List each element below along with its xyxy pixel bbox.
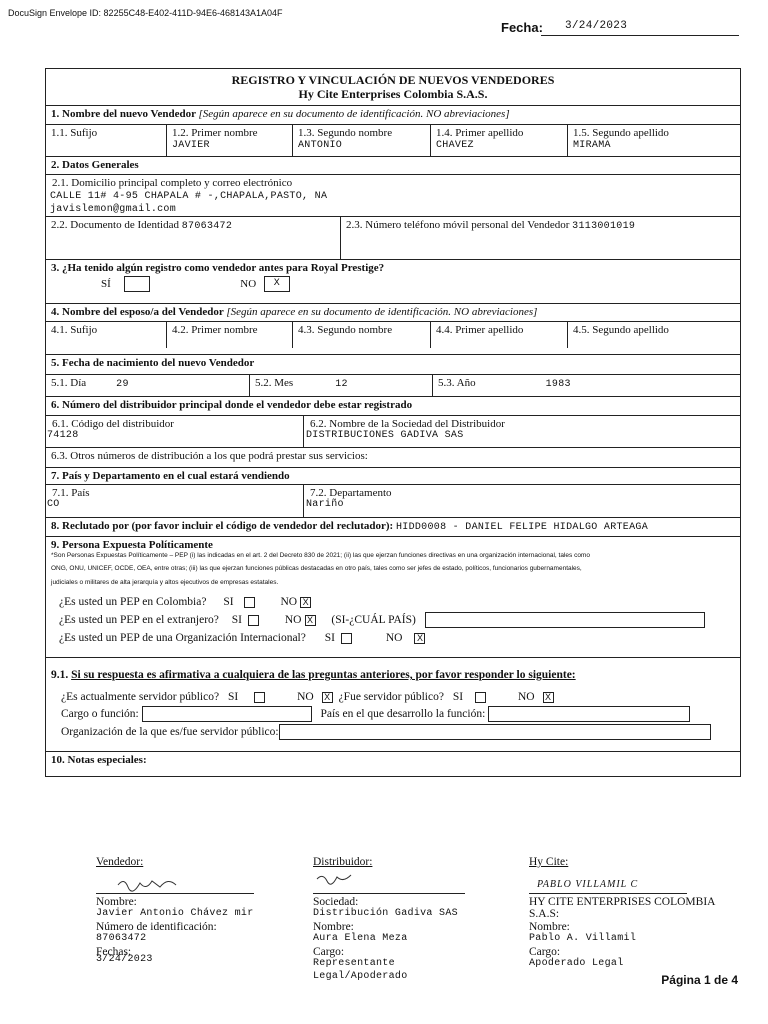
section-10-label[interactable]: 10. Notas especiales:	[51, 754, 147, 766]
no-label: NO	[284, 614, 302, 626]
section-4-label: 4. Nombre del esposo/a del Vendedor	[51, 306, 224, 318]
field-documento[interactable]	[46, 217, 340, 259]
distribuidor-cargo-label: Cargo:	[313, 945, 345, 958]
distribuidor-nombre: Aura Elena Meza	[313, 933, 408, 944]
spouse-primer-nombre[interactable]: 4.2. Primer nombre	[166, 322, 292, 348]
s91-cargo-row	[51, 705, 735, 723]
pep-q3	[51, 630, 735, 646]
hycite-nombre: Pablo A. Villamil	[529, 933, 637, 944]
hycite-title: Hy Cite:	[529, 856, 569, 868]
domicilio-value: CALLE 11# 4-95 CHAPALA # -,CHAPALA,PASTO, NA	[50, 191, 328, 202]
codigo-value: 74128	[47, 430, 79, 441]
s91-q-row	[51, 689, 735, 705]
sociedad-label: 6.2. Nombre de la Sociedad del Distribuidor	[310, 418, 505, 430]
s91-num: 9.1.	[51, 669, 69, 681]
spouse-segundo-apellido[interactable]: 4.5. Segundo apellido	[567, 322, 740, 348]
q3-si-checkbox[interactable]	[341, 633, 352, 644]
field-ano[interactable]	[432, 375, 740, 396]
vendedor-signature[interactable]	[96, 869, 254, 894]
section-9-1	[46, 658, 740, 751]
documento-value: 87063472	[181, 221, 233, 232]
hycite-cargo: Apoderado Legal	[529, 958, 624, 969]
section-8-label: 8. Reclutado por (por favor incluir el código de vendedor del reclutador):	[51, 520, 394, 532]
field-label: 1.1. Sufijo	[51, 127, 98, 139]
hycite-signature[interactable]	[529, 869, 687, 894]
fecha-label: Fecha:	[501, 20, 543, 35]
q-actual-text: ¿Es actualmente servidor público?	[61, 691, 220, 703]
field-segundo-nombre[interactable]	[292, 125, 430, 156]
section-3	[46, 260, 740, 303]
domicilio-label: 2.1. Domicilio principal completo y correo electrónico	[52, 177, 293, 189]
pep-note-3: judiciales o militares de alta jerarquía y altos ejecutivos de empresas estatales.	[51, 579, 279, 586]
section-7-label: 7. País y Departamento en el cual estará vendiendo	[51, 470, 290, 482]
pais-label: 7.1. País	[52, 487, 90, 499]
field-label: 1.4. Primer apellido	[436, 127, 524, 139]
field-pais[interactable]	[46, 485, 303, 517]
hycite-company: HY CITE ENTERPRISES COLOMBIA	[529, 895, 716, 908]
vendedor-fecha: 3/24/2023	[96, 954, 153, 965]
distribuidor-signature[interactable]	[313, 869, 465, 894]
hycite-cargo-label: Cargo:	[529, 945, 561, 958]
si-label: SI	[223, 596, 234, 608]
distribuidor-sociedad-label: Sociedad:	[313, 895, 359, 908]
email-value: javislemon@gmail.com	[50, 204, 177, 215]
pep-q2	[51, 610, 735, 630]
signature-scribble-icon	[114, 873, 184, 895]
field-sociedad-distribuidor[interactable]	[303, 416, 740, 447]
hycite-nombre-label: Nombre:	[529, 920, 570, 933]
q-fue-text: ¿Fue servidor público?	[338, 691, 444, 703]
actual-si-checkbox[interactable]	[254, 692, 265, 703]
field-domicilio[interactable]	[46, 175, 740, 216]
departamento-value: Nariño	[306, 499, 344, 510]
cargo-label: Cargo o función:	[61, 708, 139, 720]
distribuidor-cargo: Representante Legal/Apoderado	[313, 958, 408, 982]
field-sufijo[interactable]	[46, 125, 166, 156]
mes-label: 5.2. Mes	[255, 377, 294, 389]
no-label: NO	[385, 632, 403, 644]
reclutador-value: HIDD0008 - DANIEL FELIPE HIDALGO ARTEAGA	[395, 522, 649, 533]
si-label: SI	[452, 691, 464, 703]
section-6-label: 6. Número del distribuidor principal donde el vendedor debe estar registrado	[51, 399, 413, 411]
no-label: NO	[240, 277, 257, 290]
telefono-label: 2.3. Número teléfono móvil personal del Vendedor	[346, 219, 570, 231]
form-title: REGISTRO Y VINCULACIÓN DE NUEVOS VENDEDORES	[231, 73, 555, 87]
section-8[interactable]	[46, 518, 740, 536]
q2-extra: (SI-¿CUÁL PAÍS)	[331, 614, 416, 626]
field-value: JAVIER	[172, 140, 210, 151]
vendedor-id-label: Número de identificación:	[96, 920, 217, 933]
mes-value: 12	[335, 379, 348, 390]
envelope-id: DocuSign Envelope ID: 82255C48-E402-411D-94E6-468143A1A04F	[8, 8, 283, 18]
section-3-label: 3. ¿Ha tenido algún registro como vendedor antes para Royal Prestige?	[51, 262, 385, 274]
field-value: CHAVEZ	[436, 140, 474, 151]
pais-value: CO	[47, 499, 60, 510]
si-label: SI	[231, 614, 242, 626]
field-label: 1.5. Segundo apellido	[573, 127, 669, 139]
fue-no-checkbox[interactable]: X	[543, 692, 554, 703]
distribuidor-signature-block	[313, 856, 465, 983]
field-label: 1.2. Primer nombre	[172, 127, 258, 139]
field-value: MIRAMA	[573, 140, 611, 151]
signature-scribble-icon	[315, 871, 355, 889]
pep-note-1: *Son Personas Expuestas Políticamente – PEP (i) las indicadas en el art. 2 del Decreto 830 de 2021; (ii) las que ejerzan funciones directivas en una organización internacional, tales como	[51, 552, 590, 559]
q1-si-checkbox[interactable]	[244, 597, 255, 608]
si-label: SI	[324, 632, 335, 644]
field-label: 1.3. Segundo nombre	[298, 127, 393, 139]
spouse-primer-apellido[interactable]: 4.4. Primer apellido	[430, 322, 567, 348]
field-mes[interactable]	[249, 375, 432, 396]
vendedor-title: Vendedor:	[96, 856, 144, 868]
vendedor-signature-block	[96, 856, 254, 967]
hycite-sig-text: PABLO VILLAMIL C	[537, 878, 639, 890]
q3-text: ¿Es usted un PEP de una Organización Internacional?	[59, 632, 306, 644]
pais-funcion-input[interactable]	[488, 706, 690, 722]
field-value: ANTONIO	[298, 140, 343, 151]
form-title-block	[227, 69, 560, 105]
pais-funcion-label: País en el que desarrollo la función:	[320, 708, 486, 720]
q2-si-checkbox[interactable]	[248, 615, 259, 626]
vendor-registration-form	[45, 68, 741, 777]
ano-label: 5.3. Año	[438, 377, 476, 389]
section-1-header	[46, 106, 740, 124]
page-number: Página 1 de 4	[661, 973, 738, 987]
ano-value: 1983	[545, 379, 571, 390]
cargo-input[interactable]	[142, 706, 312, 722]
hycite-company-suffix: S.A.S:	[529, 908, 560, 920]
field-codigo-distribuidor[interactable]	[46, 416, 303, 447]
vendedor-nombre-label: Nombre:	[96, 895, 137, 908]
spouse-sufijo[interactable]: 4.1. Sufijo	[51, 324, 98, 336]
documento-label: 2.2. Documento de Identidad	[51, 219, 179, 231]
section-1-label: 1. Nombre del nuevo Vendedor	[51, 108, 196, 120]
q3-no-checkbox[interactable]: X	[414, 633, 425, 644]
dia-label: 5.1. Día	[51, 377, 87, 389]
field-dia[interactable]	[46, 375, 249, 396]
no-checkbox[interactable]: X	[264, 276, 290, 292]
si-checkbox[interactable]	[124, 276, 150, 292]
fecha-value[interactable]: 3/24/2023	[565, 20, 628, 32]
section-9	[46, 537, 740, 657]
distribuidor-nombre-label: Nombre:	[313, 920, 354, 933]
dia-value: 29	[116, 379, 129, 390]
distribuidor-sociedad: Distribución Gadiva SAS	[313, 908, 458, 919]
codigo-label: 6.1. Código del distribuidor	[52, 418, 174, 430]
pep-q1	[51, 594, 735, 610]
no-label: NO	[280, 596, 298, 608]
vendedor-id: 87063472	[96, 933, 147, 944]
si-label: SÍ	[101, 277, 111, 290]
section-5-label: 5. Fecha de nacimiento del nuevo Vendedor	[51, 357, 255, 369]
spouse-segundo-nombre[interactable]: 4.3. Segundo nombre	[292, 322, 430, 348]
departamento-label: 7.2. Departamento	[310, 487, 392, 499]
pep-note-2: ONG, ONU, UNICEF, OCDE, OEA, entre otras; (iii) las que ejerzan funciones públicas destacadas en otro país, tales como ser jefes de estado, políticos, funcionarios gubernamentales,	[51, 565, 582, 572]
q1-no-checkbox[interactable]: X	[300, 597, 311, 608]
no-label: NO	[517, 691, 535, 703]
actual-no-checkbox[interactable]: X	[322, 692, 333, 703]
field-departamento[interactable]	[303, 485, 740, 517]
field-otros-distribucion[interactable]: 6.3. Otros números de distribución a los que podrá prestar sus servicios:	[51, 450, 368, 462]
form-subtitle: Hy Cite Enterprises Colombia S.A.S.	[298, 87, 488, 101]
distribuidor-title: Distribuidor:	[313, 856, 373, 868]
section-9-label: 9. Persona Expuesta Políticamente	[51, 539, 213, 551]
s91-text: Si su respuesta es afirmativa a cualquiera de las preguntas anteriores, por favor responder lo siguiente:	[71, 669, 576, 681]
si-label: SI	[227, 691, 239, 703]
section-1-note: [Según aparece en su documento de identificación. NO abreviaciones]	[198, 108, 510, 120]
fue-si-checkbox[interactable]	[475, 692, 486, 703]
org-input[interactable]	[279, 724, 711, 740]
field-telefono[interactable]	[340, 217, 740, 259]
vendedor-fechas-label: Fechas:	[96, 945, 132, 958]
field-primer-nombre[interactable]	[166, 125, 292, 156]
q2-no-checkbox[interactable]: X	[305, 615, 316, 626]
pais-pep-input[interactable]	[425, 612, 705, 628]
section-4-note: [Según aparece en su documento de identificación. NO abreviaciones]	[226, 306, 538, 318]
section-4-header	[46, 304, 740, 321]
hycite-signature-block	[529, 856, 729, 971]
vendedor-nombre: Javier Antonio Chávez mir	[96, 908, 254, 919]
field-primer-apellido[interactable]	[430, 125, 567, 156]
s91-org-row	[51, 723, 735, 741]
no-label: NO	[297, 691, 314, 703]
section-2-label: 2. Datos Generales	[51, 159, 139, 171]
field-segundo-apellido[interactable]	[567, 125, 740, 156]
section-9-1-label	[51, 669, 735, 681]
fecha-line	[541, 35, 739, 36]
q2-text: ¿Es usted un PEP en el extranjero?	[59, 614, 219, 626]
q1-text: ¿Es usted un PEP en Colombia?	[59, 596, 207, 608]
sociedad-value: DISTRIBUCIONES GADIVA SAS	[306, 430, 464, 441]
org-label: Organización de la que es/fue servidor público:	[61, 726, 279, 738]
telefono-value: 3113001019	[572, 221, 636, 232]
